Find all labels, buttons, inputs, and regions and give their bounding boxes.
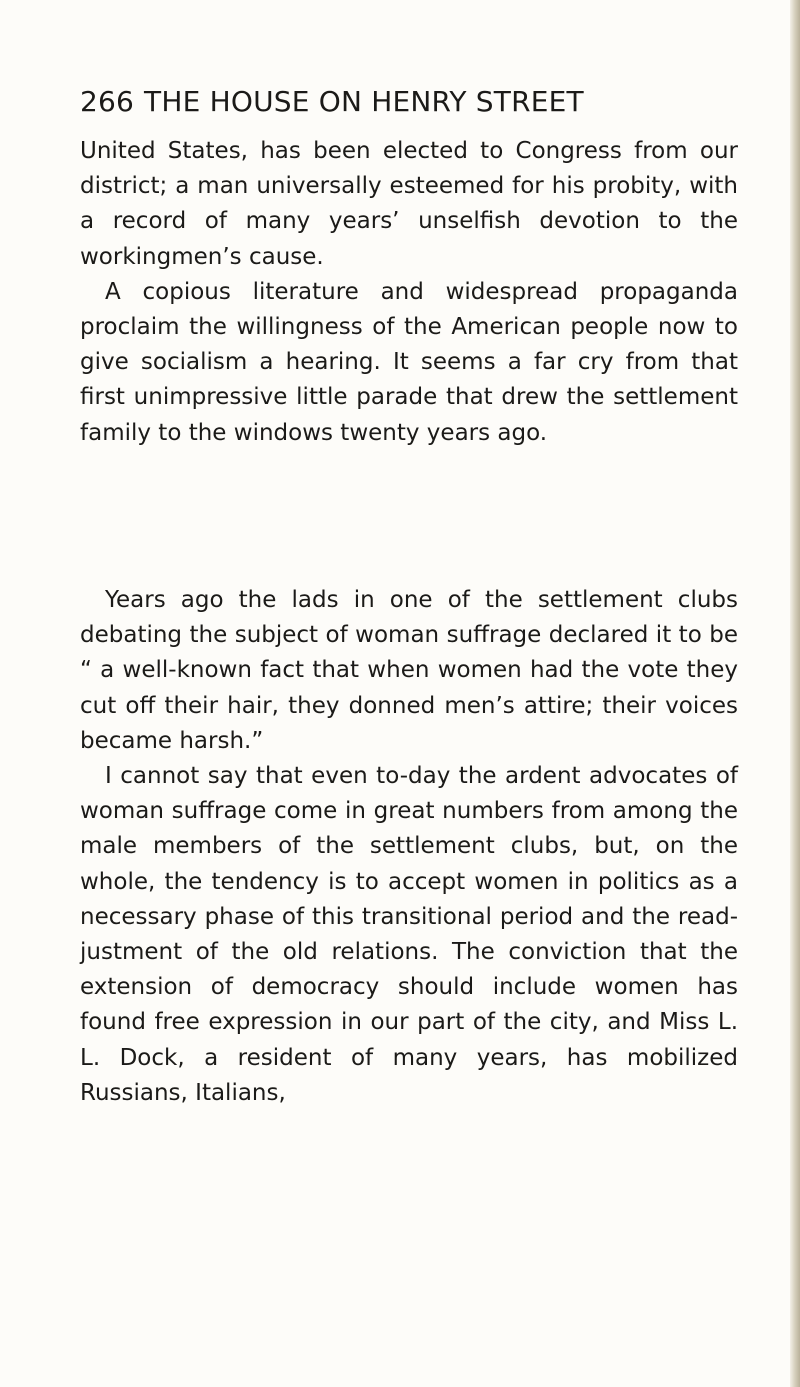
paragraph-congress-continuation: United States, has been elected to Congress from our district; a man universally esteemed for his probity, with a record of many years’ unselfish devotion to the workingmen’s cause. <box>80 138 738 270</box>
running-title: THE HOUSE ON HENRY STREET <box>144 85 584 118</box>
page-number: 266 <box>80 85 135 118</box>
paragraph-suffrage-advocates: I cannot say that even to-day the ardent advocates of woman suffrage come in great numbers from among the male members of the settlement clubs, but, on the whole, the tendency is to accept women in politics as a necessary phase of this transitional period and the readjustment of the old relations. The conviction that the extension of democracy should include women has found free expression in our part of the city, and Miss L. L. Dock, a resident of many years, has mobilized Russians, Italians, <box>80 763 738 1106</box>
paragraph-lads-debate: Years ago the lads in one of the settlement clubs debating the subject of woman suffrage declared it to be “ a well-known fact that when women had the vote they cut off their hair, they donned men’s attire; their voices became harsh.” <box>80 587 738 754</box>
paragraph-socialism-propaganda: A copious literature and widespread propaganda proclaim the willingness of the American people now to give socialism a hearing. It seems a far cry from that first unimpressive little parade that drew the settlement family to the windows twenty years ago. <box>80 278 738 446</box>
page-edge-shadow <box>790 0 800 1387</box>
text-section-congress-socialism <box>80 134 738 451</box>
running-header <box>80 82 740 122</box>
text-section-woman-suffrage <box>80 583 738 1111</box>
